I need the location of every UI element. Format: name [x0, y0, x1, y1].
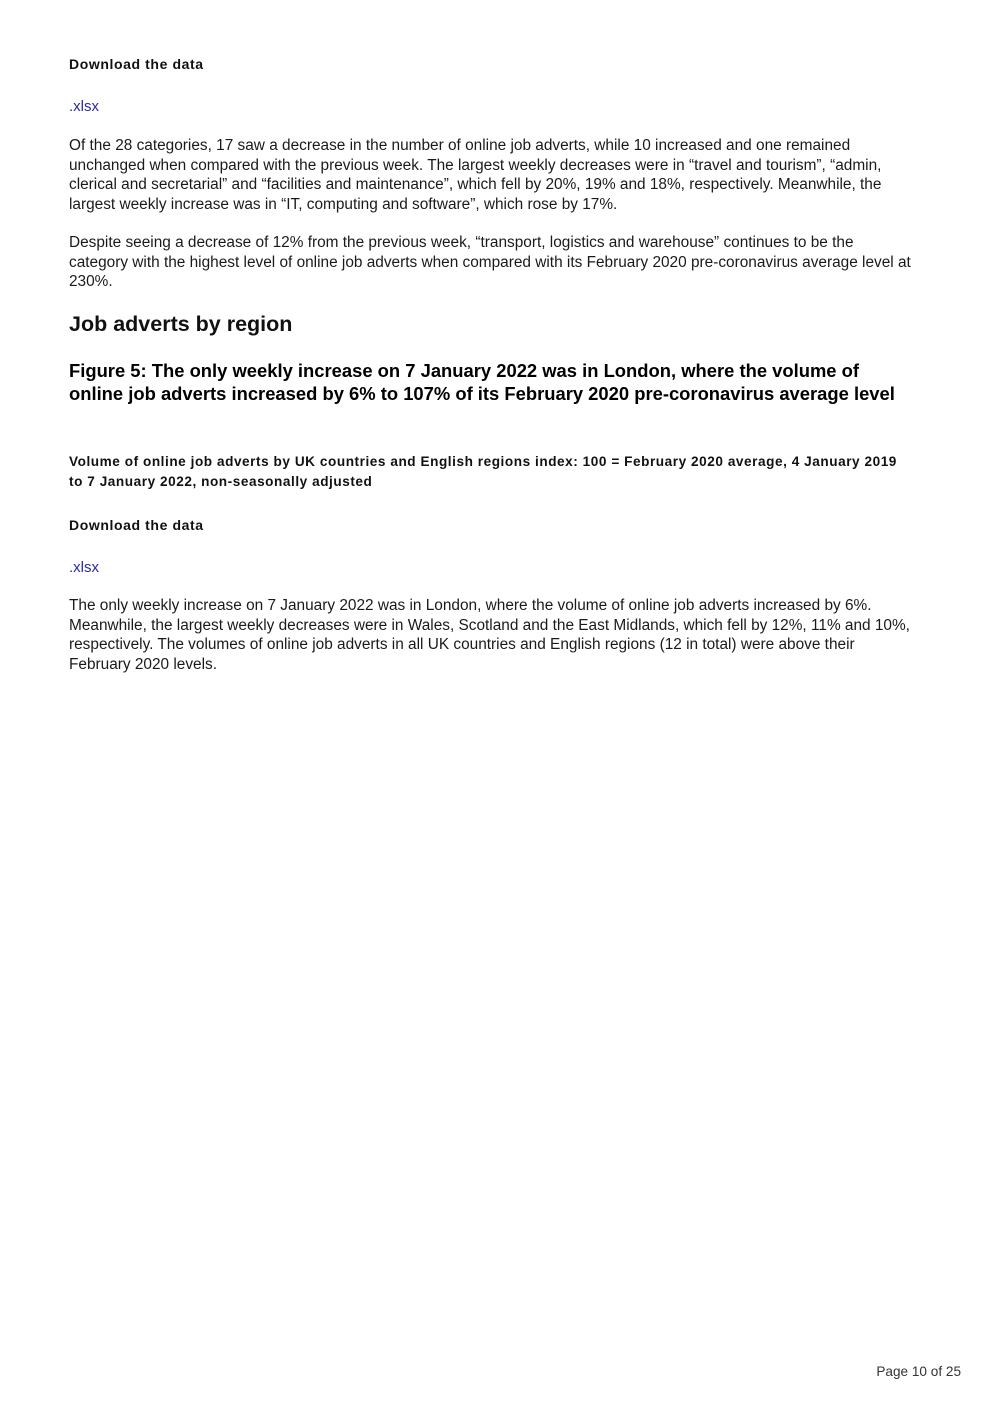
page-number: Page 10 of 25	[876, 1364, 961, 1379]
body-paragraph: Despite seeing a decrease of 12% from the previous week, “transport, logistics and warehouse” continues to be the category with the highest level of online job adverts when compared with its February 2020 pre-coronavirus average level at 230%.	[69, 234, 911, 291]
download-data-label: Download the data	[69, 517, 204, 533]
figure-subtitle: Volume of online job adverts by UK countries and English regions index: 100 = February 2020 average, 4 January 2019 to 7 January 2022, non-seasonally adjusted	[69, 454, 897, 489]
section-heading: Job adverts by region	[69, 312, 293, 336]
xlsx-download-link[interactable]: .xlsx	[69, 559, 99, 576]
download-data-label: Download the data	[69, 56, 204, 72]
figure-title: Figure 5: The only weekly increase on 7 January 2022 was in London, where the volume of online job adverts increased by 6% to 107% of its February 2020 pre-coronavirus average level	[69, 360, 895, 404]
body-paragraph: The only weekly increase on 7 January 2022 was in London, where the volume of online job adverts increased by 6%. Meanwhile, the largest weekly decreases were in Wales, Scotland and the East Midlands, which fell by 12%, 11% and 10%, respectively. The volumes of online job adverts in all UK countries and English regions (12 in total) were above their February 2020 levels.	[69, 597, 910, 674]
xlsx-download-link[interactable]: .xlsx	[69, 98, 99, 115]
body-paragraph: Of the 28 categories, 17 saw a decrease in the number of online job adverts, while 10 increased and one remained unchanged when compared with the previous week. The largest weekly decreases were in “travel and tourism”, “admin, clerical and secretarial” and “facilities and maintenance”, which fell by 20%, 19% and 18%, respectively. Meanwhile, the largest weekly increase was in “IT, computing and software”, which rose by 17%.	[69, 137, 882, 214]
